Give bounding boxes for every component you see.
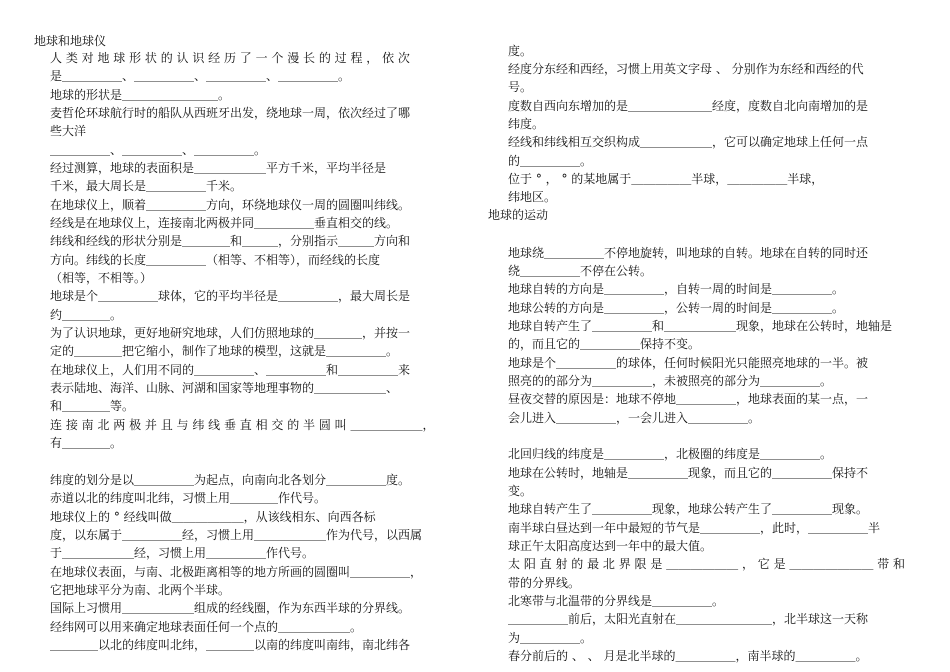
question-line: 纬地区。 <box>508 190 557 204</box>
question-line: 绕＿＿＿＿＿不停在公转。 <box>508 264 653 278</box>
question-line: （相等，不相等。） <box>50 271 153 285</box>
question-line: 经度分东经和西经，习惯上用英文字母 、 分别作为东经和西经的代 <box>508 62 864 76</box>
question-line: 国际上习惯用＿＿＿＿＿＿组成的经线圈，作为东西半球的分界线。 <box>50 601 411 615</box>
question-line: 在地球仪上，人们用不同的＿＿＿＿＿、＿＿＿＿＿和＿＿＿＿＿来 <box>50 363 411 377</box>
question-line: 北回归线的纬度是＿＿＿＿＿，北极圈的纬度是＿＿＿＿＿。 <box>508 447 833 461</box>
question-line: 度。 <box>508 44 533 58</box>
question-line: 地球在公转时，地轴是＿＿＿＿＿现象，而且它的＿＿＿＿＿保持不 <box>508 466 869 480</box>
question-line: 表示陆地、海洋、山脉、河湖和国家等地理事物的＿＿＿＿＿＿、 <box>50 381 399 395</box>
question-line: ＿＿＿＿以北的纬度叫北纬，＿＿＿＿以南的纬度叫南纬，南北纬各 <box>50 638 411 652</box>
question-line: 有＿＿＿＿。 <box>50 436 123 450</box>
question-line: 昼夜交替的原因是：地球不停地＿＿＿＿＿，地球表面的某一点，一 <box>508 392 869 406</box>
question-line: 些大洋 <box>50 124 87 138</box>
question-line: 麦哲伦环球航行时的船队从西班牙出发，绕地球一周，依次经过了哪 <box>50 106 411 120</box>
question-line: 经线是在地球仪上，连接南北两极并同＿＿＿＿＿垂直相交的线。 <box>50 216 399 230</box>
question-line: 经纬网可以用来确定地球表面任何一个点的＿＿＿＿＿＿。 <box>50 620 363 634</box>
question-line: 纬度的划分是以＿＿＿＿＿为起点，向南向北各划分＿＿＿＿＿度。 <box>50 473 411 487</box>
question-line: 球正午太阳高度达到一年中的最大值。 <box>508 539 713 553</box>
question-line: 定的＿＿＿＿把它缩小，制作了地球的模型，这就是＿＿＿＿＿。 <box>50 344 399 358</box>
question-line: 人 类 对 地 球 形 状 的 认 识 经 历 了 一 个 漫 长 的 过 程 ， 依 次 <box>50 51 410 65</box>
section-title-earth-motion: 地球的运动 <box>488 208 549 222</box>
question-line: 地球的形状是＿＿＿＿＿＿＿＿。 <box>50 88 231 102</box>
question-line: 地球公转的方向是＿＿＿＿＿，公转一周的时间是＿＿＿＿＿。 <box>508 301 845 315</box>
question-line: 地球仪上的 ° 经线叫做＿＿＿＿＿＿，从该线相东、向西各标 <box>50 510 376 524</box>
question-line: 是＿＿＿＿＿、＿＿＿＿＿、＿＿＿＿＿、＿＿＿＿＿。 <box>50 69 351 83</box>
question-line: 方向。纬线的长度＿＿＿＿＿（相等、不相等），而经线的长度 <box>50 253 381 267</box>
question-line: 的＿＿＿＿＿。 <box>508 154 593 168</box>
question-line: 照亮的的部分为＿＿＿＿＿，未被照亮的部分为＿＿＿＿＿。 <box>508 374 833 388</box>
question-line: 在地球仪上，顺着＿＿＿＿＿方向，环绕地球仪一周的圆圈叫纬线。 <box>50 198 411 212</box>
section-title-earth-and-globe: 地球和地球仪 <box>34 34 107 48</box>
question-line: ＿＿＿＿＿前后，太阳光直射在＿＿＿＿＿＿＿＿，北半球这一天称 <box>508 612 869 626</box>
question-line: 地球自转产生了＿＿＿＿＿和＿＿＿＿＿＿现象，地球在公转时，地轴是 <box>508 319 893 333</box>
question-line: 位于 ° ， ° 的某地属于＿＿＿＿＿半球，＿＿＿＿＿半球， <box>508 172 824 186</box>
question-line: 南半球白昼达到一年中最短的节气是＿＿＿＿＿，此时，＿＿＿＿＿半 <box>508 521 881 535</box>
question-line: 纬度。 <box>508 117 545 131</box>
question-line: 度数自西向东增加的是＿＿＿＿＿＿＿经度，度数自北向南增加的是 <box>508 99 869 113</box>
question-line: ＿＿＿＿＿、＿＿＿＿＿、＿＿＿＿＿。 <box>50 143 267 157</box>
question-line: 地球绕＿＿＿＿＿不停地旋转，叫地球的自转。地球在自转的同时还 <box>508 246 869 260</box>
question-line: 会儿进入＿＿＿＿＿，一会儿进入＿＿＿＿＿。 <box>508 411 761 425</box>
question-line: 地球自转的方向是＿＿＿＿＿，自转一周的时间是＿＿＿＿＿。 <box>508 282 845 296</box>
question-line: 为＿＿＿＿＿。 <box>508 631 593 645</box>
question-line: 地球是个＿＿＿＿＿球体，它的平均半径是＿＿＿＿＿，最大周长是 <box>50 289 411 303</box>
question-line: 约＿＿＿＿。 <box>50 308 123 322</box>
question-line: 带的分界线。 <box>508 576 581 590</box>
question-line: 度，以东属于＿＿＿＿＿经，习惯上用＿＿＿＿＿＿作为代号，以西属 <box>50 528 423 542</box>
question-line: 春分前后的 、 、 月是北半球的＿＿＿＿＿，南半球的＿＿＿＿＿。 <box>508 649 868 663</box>
question-line: 地球自转产生了＿＿＿＿＿现象，地球公转产生了＿＿＿＿＿现象。 <box>508 502 869 516</box>
question-line: 北寒带与北温带的分界线是＿＿＿＿＿。 <box>508 594 725 608</box>
question-line: 纬线和经线的形状分别是＿＿＿＿和＿＿＿，分别指示＿＿＿方向和 <box>50 234 411 248</box>
question-line: 连 接 南 北 两 极 并 且 与 纬 线 垂 直 相 交 的 半 圆 叫 ＿＿＿＿＿＿， <box>50 418 435 432</box>
question-line: 在地球仪表面，与南、北极距离相等的地方所画的圆圈叫＿＿＿＿＿， <box>50 565 423 579</box>
question-line: 于＿＿＿＿＿＿经，习惯上用＿＿＿＿＿作代号。 <box>50 546 315 560</box>
question-line: 赤道以北的纬度叫北纬，习惯上用＿＿＿＿作代号。 <box>50 491 327 505</box>
question-line: 为了认识地球，更好地研究地球，人们仿照地球的＿＿＿＿，并按一 <box>50 326 411 340</box>
question-line: 和＿＿＿＿等。 <box>50 399 135 413</box>
question-line: 的，而且它的＿＿＿＿＿保持不变。 <box>508 337 701 351</box>
question-line: 地球是个＿＿＿＿＿的球体，任何时候阳光只能照亮地球的一半。被 <box>508 356 869 370</box>
question-line: 太 阳 直 射 的 最 北 界 限 是 ＿＿＿＿＿＿ ， 它 是 ＿＿＿＿＿＿＿ 带 和 <box>508 557 906 571</box>
question-line: 它把地球平分为南、北两个半球。 <box>50 583 231 597</box>
question-line: 经线和纬线相互交织构成＿＿＿＿＿＿，它可以确定地球上任何一点 <box>508 135 869 149</box>
question-line: 号。 <box>508 80 533 94</box>
question-line: 变。 <box>508 484 533 498</box>
question-line: 千米，最大周长是＿＿＿＿＿千米。 <box>50 179 243 193</box>
question-line: 经过测算，地球的表面积是＿＿＿＿＿＿平方千米，平均半径是 <box>50 161 387 175</box>
